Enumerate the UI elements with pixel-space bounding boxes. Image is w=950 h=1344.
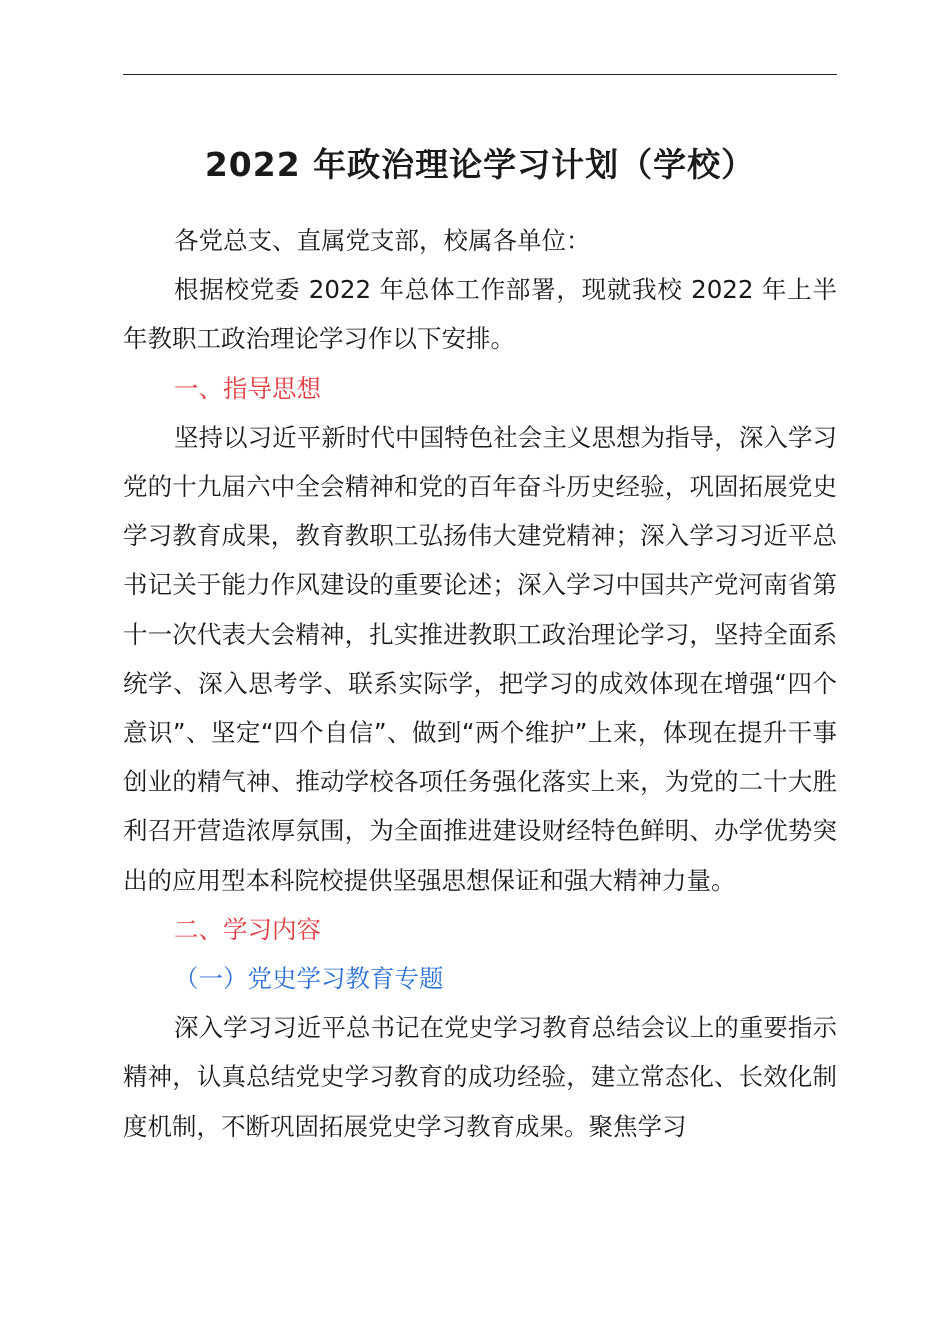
- subsection-heading-party-history: （一）党史学习教育专题: [174, 964, 444, 994]
- salutation: 各党总支、直属党支部，校属各单位：: [174, 226, 591, 255]
- section-heading-guiding-ideology: 一、指导思想: [174, 373, 321, 403]
- document-title: 2022 年政治理论学习计划（学校）: [204, 145, 756, 184]
- document-body: [123, 216, 837, 1151]
- section-paragraph-party-history: 深入学习习近平总书记在党史学习教育总结会议上的重要指示精神，认真总结党史学习教育的成功经验，建立常态化、长效化制度机制，不断巩固拓展党史学习教育成果。聚焦学习: [123, 1013, 837, 1141]
- intro-paragraph: 根据校党委 2022 年总体工作部署，现就我校 2022 年上半年教职工政治理论学习作以下安排。: [123, 275, 837, 354]
- section-paragraph-guiding-ideology: 坚持以习近平新时代中国特色社会主义思想为指导，深入学习党的十九届六中全会精神和党的百年奋斗历史经验，巩固拓展党史学习教育成果，教育教职工弘扬伟大建党精神；深入学习习近平总书记关于能力作风建设的重要论述；深入学习中国共产党河南省第十一次代表大会精神，扎实推进教职工政治理论学习，坚持全面系统学、深入思考学、联系实际学，把学习的成效体现在增强“四个意识”、坚定“四个自信”、做到“两个维护”上来，体现在提升干事创业的精气神、推动学校各项任务强化落实上来，为党的二十大胜利召开营造浓厚氛围，为全面推进建设财经特色鲜明、办学优势突出的应用型本科院校提供坚强思想保证和强大精神力量。: [123, 422, 837, 895]
- section-heading-study-content: 二、学习内容: [174, 914, 321, 944]
- header-rule: [123, 74, 837, 75]
